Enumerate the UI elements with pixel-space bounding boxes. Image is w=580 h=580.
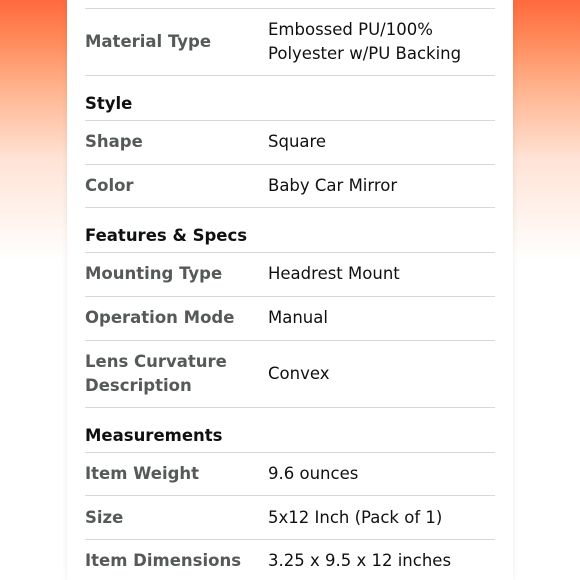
spec-label bbox=[85, 350, 268, 398]
spec-value bbox=[268, 18, 461, 66]
divider bbox=[85, 75, 495, 76]
spec-label-line: Description bbox=[85, 376, 192, 395]
divider bbox=[85, 407, 495, 408]
spec-row-material-type bbox=[85, 18, 513, 66]
divider bbox=[85, 452, 495, 453]
section-title-features-specs: Features & Specs bbox=[85, 226, 248, 245]
divider bbox=[85, 340, 495, 341]
divider bbox=[85, 252, 495, 253]
section-title-measurements: Measurements bbox=[85, 426, 223, 445]
spec-row-shape bbox=[85, 130, 513, 154]
spec-value: 9.6 ounces bbox=[268, 464, 359, 483]
spec-row-operation-mode bbox=[85, 306, 513, 330]
spec-label: Material Type bbox=[85, 32, 212, 51]
spec-label: Operation Mode bbox=[85, 308, 235, 327]
section-title-style: Style bbox=[85, 94, 133, 113]
spec-value-line: Embossed PU/100% bbox=[268, 20, 433, 39]
spec-row-item-dimensions bbox=[85, 549, 513, 573]
spec-value: Convex bbox=[268, 364, 330, 383]
divider bbox=[85, 120, 495, 121]
divider bbox=[85, 296, 495, 297]
spec-row-lens-curvature bbox=[85, 350, 513, 398]
spec-label: Size bbox=[85, 508, 124, 527]
divider bbox=[85, 8, 495, 9]
spec-value-line: Polyester w/PU Backing bbox=[268, 44, 462, 63]
spec-label: Item Dimensions bbox=[85, 551, 242, 570]
spec-row-color bbox=[85, 174, 513, 198]
spec-label: Mounting Type bbox=[85, 264, 223, 283]
divider bbox=[85, 495, 495, 496]
specifications-panel bbox=[67, 0, 513, 580]
spec-label: Color bbox=[85, 176, 134, 195]
spec-row-size bbox=[85, 506, 513, 530]
spec-row-mounting-type bbox=[85, 262, 513, 286]
spec-row-item-weight bbox=[85, 462, 513, 486]
spec-value: Baby Car Mirror bbox=[268, 176, 398, 195]
spec-value: Headrest Mount bbox=[268, 264, 400, 283]
spec-value: 5x12 Inch (Pack of 1) bbox=[268, 508, 443, 527]
spec-value: 3.25 x 9.5 x 12 inches bbox=[268, 551, 452, 570]
spec-label-line: Lens Curvature bbox=[85, 352, 227, 371]
divider bbox=[85, 207, 495, 208]
spec-label: Shape bbox=[85, 132, 143, 151]
divider bbox=[85, 164, 495, 165]
spec-value: Manual bbox=[268, 308, 328, 327]
divider bbox=[85, 539, 495, 540]
spec-label: Item Weight bbox=[85, 464, 200, 483]
spec-value: Square bbox=[268, 132, 327, 151]
